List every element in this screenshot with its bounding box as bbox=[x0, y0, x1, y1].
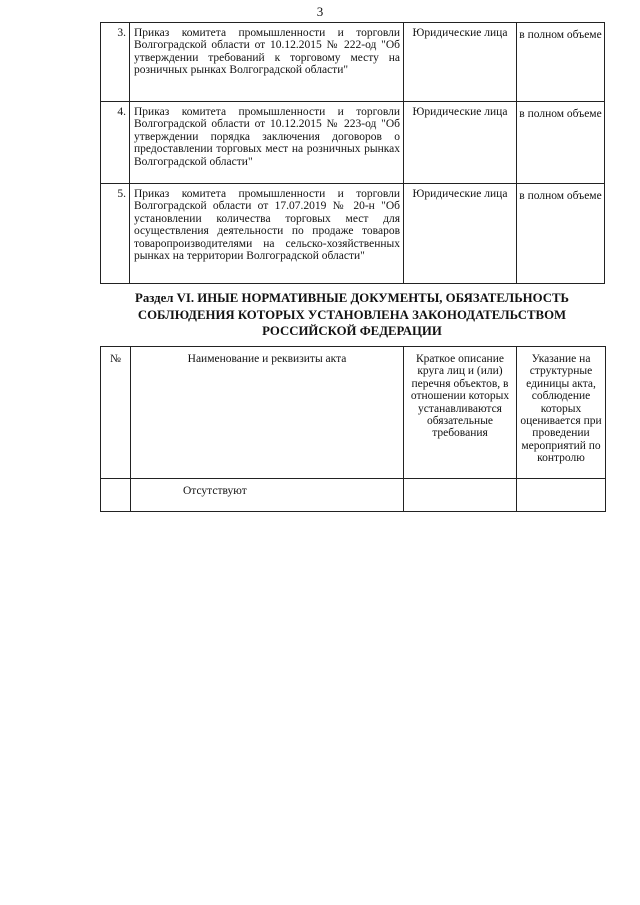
row-structural-units bbox=[517, 479, 606, 512]
act-subjects: Юридические лица bbox=[404, 184, 517, 284]
header-act-name: Наименование и реквизиты акта bbox=[131, 347, 404, 479]
header-number: № bbox=[101, 347, 131, 479]
table-row bbox=[101, 184, 605, 284]
header-description: Краткое описание круга лиц и (или) перечня объектов, в отношении которых устанавливаются обязательные требования bbox=[404, 347, 517, 479]
table-row bbox=[101, 479, 606, 512]
acts-table bbox=[100, 22, 605, 284]
act-name: Отсутствуют bbox=[131, 479, 404, 512]
header-structural-units: Указание на структурные единицы акта, соблюдение которых оценивается при проведении мероприятий по контролю bbox=[517, 347, 606, 479]
act-scope: в полном объеме bbox=[517, 184, 605, 284]
table-row bbox=[101, 102, 605, 184]
other-docs-table bbox=[100, 346, 606, 512]
act-name: Приказ комитета промышленности и торговли Волгоградской области от 10.12.2015 № 222-од "Об утверждении требований к торговому месту на розничных рынках Волгоградской области" bbox=[130, 23, 404, 102]
row-number: 5. bbox=[101, 184, 130, 284]
act-subjects: Юридические лица bbox=[404, 23, 517, 102]
act-name: Приказ комитета промышленности и торговли Волгоградской области от 10.12.2015 № 223-од "Об утверждении порядка заключения договоров о предоставлении торговых мест на розничных рынках Волгоградской области" bbox=[130, 102, 404, 184]
row-number bbox=[101, 479, 131, 512]
act-scope: в полном объеме bbox=[517, 102, 605, 184]
page-number: 3 bbox=[316, 4, 324, 19]
act-name: Приказ комитета промышленности и торговли Волгоградской области от 17.07.2019 № 20-н "Об установлении количества торговых мест для осуществления деятельности по продаже товаров товаропроизводителями на сельско-хозяйственных рынках на территории Волгоградской области" bbox=[130, 184, 404, 284]
table-row bbox=[101, 23, 605, 102]
row-number: 3. bbox=[101, 23, 130, 102]
section-title: Раздел VI. ИНЫЕ НОРМАТИВНЫЕ ДОКУМЕНТЫ, ОБЯЗАТЕЛЬНОСТЬ СОБЛЮДЕНИЯ КОТОРЫХ УСТАНОВЛЕНА ЗАКОНОДАТЕЛЬСТВОМ РОССИЙСКОЙ ФЕДЕРАЦИИ bbox=[135, 291, 569, 338]
row-number: 4. bbox=[101, 102, 130, 184]
act-subjects: Юридические лица bbox=[404, 102, 517, 184]
act-scope: в полном объеме bbox=[517, 23, 605, 102]
row-description bbox=[404, 479, 517, 512]
table-header-row bbox=[101, 347, 606, 479]
